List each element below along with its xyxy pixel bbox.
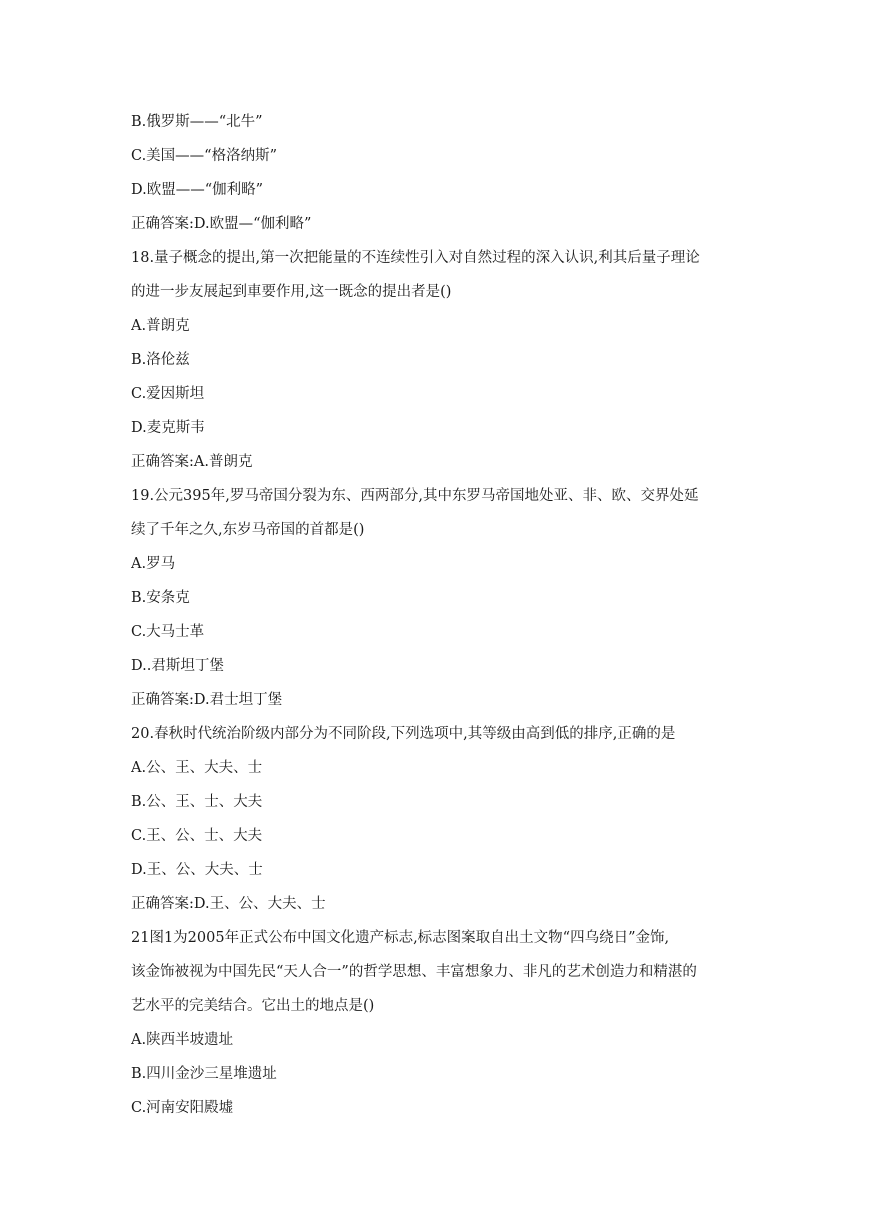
option-d-q17: D.欧盟——“伽利略” <box>131 182 264 198</box>
option-c-q19: C.大马士革 <box>131 624 205 640</box>
question-18-line-2: 的进一步友展起到車要作用,这一既念的提出者是() <box>131 284 452 300</box>
option-a-q20: A.公、王、大夫、士 <box>131 760 263 776</box>
question-21-line-1: 21图1为2005年正式公布中国文化遗产标志,标志图案取自出土文物“四乌绕日”金饰, <box>131 930 670 946</box>
option-a-q21: A.陕西半坡遗址 <box>131 1032 234 1048</box>
option-d-q20: D.王、公、大夫、士 <box>131 862 263 878</box>
question-19-line-2: 续了千年之久,东岁马帝国的首都是() <box>131 522 365 538</box>
answer-q17: 正确答案:D.欧盟—“伽利略” <box>131 216 312 232</box>
question-19-line-1: 19.公元395年,罗马帝国分裂为东、西两部分,其中东罗马帝国地处亚、非、欧、交界处延 <box>131 488 699 504</box>
answer-q19: 正确答案:D.君士坦丁堡 <box>131 692 283 708</box>
option-b-q21: B.四川金沙三星堆遗址 <box>131 1066 277 1082</box>
option-d-q18: D.麦克斯韦 <box>131 420 205 436</box>
question-18-line-1: 18.量子概念的提出,第一次把能量的不连续性引入对自然过程的深入认识,利其后量子理论 <box>131 250 700 266</box>
option-a-q19: A.罗马 <box>131 556 176 572</box>
option-c-q18: C.爱因斯坦 <box>131 386 205 402</box>
option-c-q20: C.王、公、士、大夫 <box>131 828 263 844</box>
option-b-q18: B.洛伦兹 <box>131 352 190 368</box>
answer-q18: 正确答案:A.普朗克 <box>131 454 253 470</box>
option-b-q19: B.安条克 <box>131 590 190 606</box>
option-c-q17: C.美国——“格洛纳斯” <box>131 148 278 164</box>
option-c-q21: C.河南安阳殿墟 <box>131 1100 234 1116</box>
option-b-q20: B.公、王、士、大夫 <box>131 794 263 810</box>
option-d-q19: D..君斯坦丁堡 <box>131 658 224 674</box>
answer-q20: 正确答案:D.王、公、大夫、士 <box>131 896 326 912</box>
option-b-q17: B.俄罗斯——“北牛” <box>131 114 263 130</box>
question-20: 20.春秋时代统治阶级内部分为不同阶段,下列选项中,其等级由高到低的排序,正确的是 <box>131 726 676 742</box>
question-21-line-3: 艺水平的完美结合。它出土的地点是() <box>131 998 375 1014</box>
question-21-line-2: 该金饰被视为中国先民“天人合一”的哲学思想、丰富想象力、非凡的艺术创造力和精湛的 <box>131 964 697 980</box>
option-a-q18: A.普朗克 <box>131 318 190 334</box>
